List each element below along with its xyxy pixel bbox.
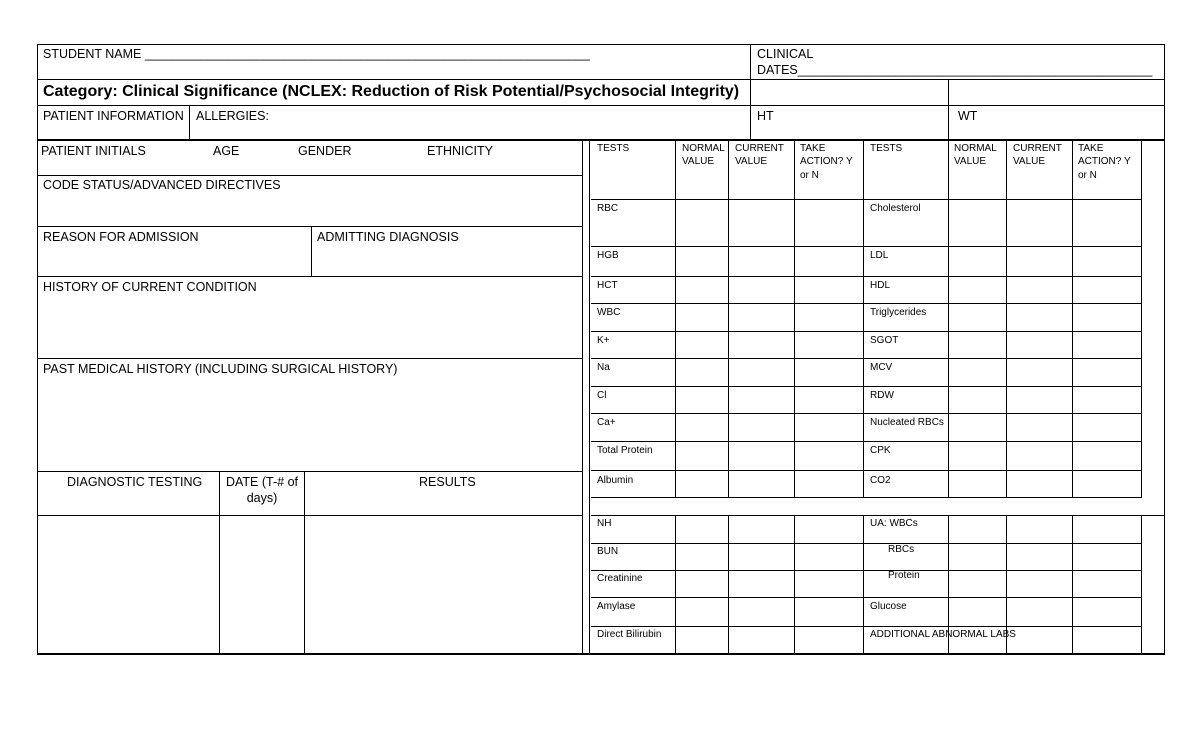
normal-header-left-2: VALUE [682,156,715,167]
lab-test-right: Glucose [870,601,907,612]
lab-row-line [591,543,1141,544]
lab-bottom-border [591,653,1164,655]
lab-col-line [728,515,729,654]
lab-test-left: NH [597,518,612,529]
admitting-diagnosis-label: ADMITTING DIAGNOSIS [317,230,459,244]
lab-col-line [1141,140,1142,498]
lab-col-line [1072,140,1073,498]
lab-row-line [591,386,1141,387]
take-action-header-left: TAKE [800,143,826,154]
take-action-header-right-3: or N [1078,170,1097,181]
take-action-header-left-2: ACTION? Y [800,156,853,167]
lab-row-line [591,276,1141,277]
lab-test-right: Cholesterol [870,203,921,214]
lab-test-right: Protein [888,570,920,581]
left-divider-history [37,276,582,277]
current-header-left: CURRENT [735,143,784,154]
lab-col-line [1006,140,1007,498]
ht-field[interactable]: HT [757,109,774,123]
normal-header-right: NORMAL [954,143,997,154]
results-label: RESULTS [419,475,476,489]
header-row-divider-1 [37,79,1165,80]
take-action-header-right-2: ACTION? Y [1078,156,1131,167]
current-header-left-2: VALUE [735,156,768,167]
ht-wt-divider [948,79,949,140]
lab-test-right: Nucleated RBCs [870,417,944,428]
lab-row-line [591,570,1141,571]
lab-test-left: Ca+ [597,417,616,428]
lab-row-line [591,497,1141,498]
lab-test-right: CO2 [870,475,891,486]
lab-test-left: Total Protein [597,445,653,456]
lab-test-left: Creatinine [597,573,643,584]
lab-test-left: RBC [597,203,619,214]
lab-section-divider [591,515,1164,516]
lab-test-left: K+ [597,335,610,346]
left-divider-reason [37,226,582,227]
lab-row-line [591,246,1141,247]
tests-header-right: TESTS [870,143,903,154]
lab-col-line [948,140,949,498]
lab-test-right: RBCs [888,544,915,555]
lab-row-line [591,597,1141,598]
date-label-line2: days) [246,491,278,505]
lab-test-left: Na [597,362,610,373]
lab-test-right: SGOT [870,335,899,346]
gender-label: GENDER [298,144,352,158]
lab-row-line [591,441,1141,442]
clinical-label: CLINICAL [757,47,814,61]
diagnostic-col-divider-2 [304,471,305,655]
header-col-divider [750,44,751,140]
lab-col-line [675,515,676,654]
take-action-header-left-3: or N [800,170,819,181]
student-name-field[interactable]: STUDENT NAME ________________________________________________________________ [43,47,590,61]
ethnicity-label: ETHNICITY [427,144,493,158]
lab-test-left: Amylase [597,601,636,612]
lab-test-left: Direct Bilirubin [597,629,662,640]
lab-row-line [591,626,1141,627]
lab-test-right: ADDITIONAL ABNORMAL LABS [870,629,1016,640]
lab-col-line [1072,515,1073,654]
outer-bottom-border [37,653,592,655]
lab-test-right: MCV [870,362,893,373]
lab-test-left: HGB [597,250,619,261]
lab-row-line [591,303,1141,304]
age-label: AGE [213,144,240,158]
history-current-label: HISTORY OF CURRENT CONDITION [43,280,257,294]
outer-top-border [37,44,1165,45]
current-header-right: CURRENT [1013,143,1062,154]
lab-col-line [863,140,864,498]
lab-test-right: LDL [870,250,889,261]
lab-test-right: CPK [870,445,891,456]
lab-test-left: Albumin [597,475,634,486]
lab-col-line [675,140,676,498]
past-medical-label: PAST MEDICAL HISTORY (INCLUDING SURGICAL HISTORY) [43,362,398,376]
lab-row-line [591,331,1141,332]
left-divider-past [37,358,582,359]
lab-col-line [728,140,729,498]
wt-field[interactable]: WT [958,109,978,123]
header-row-divider-2 [37,105,1165,106]
code-status-label: CODE STATUS/ADVANCED DIRECTIVES [43,178,281,192]
outer-left-border [37,44,38,655]
lab-row-line [591,413,1141,414]
reason-admit-divider [311,226,312,277]
diagnostic-testing-label: DIAGNOSTIC TESTING [67,475,203,489]
take-action-header-right: TAKE [1078,143,1104,154]
lab-col-line [794,515,795,654]
left-panel-right-border-inner [589,140,590,655]
patient-info-divider [189,105,190,140]
left-divider-diagnostic [37,471,582,472]
header-row-divider-3 [37,139,1165,141]
date-label-line1: DATE (T-# of [225,475,298,489]
left-divider-diagnostic-body [37,515,582,516]
allergies-field[interactable]: ALLERGIES: [196,109,269,123]
tests-header-left: TESTS [597,143,630,154]
lab-row-line [591,199,1141,200]
category-title: Category: Clinical Significance (NCLEX: Reduction of Risk Potential/Psychosocial Integrity) [43,83,740,100]
patient-initials-label: PATIENT INITIALS [41,144,146,158]
clinical-dates-field[interactable]: DATES___________________________________________________ [757,63,1153,77]
lab-col-line [1141,515,1142,654]
lab-row-line [591,358,1141,359]
outer-right-border [1164,44,1165,655]
lab-test-left: Cl [597,390,607,401]
left-panel-right-border [582,140,583,655]
lab-row-line [591,470,1141,471]
lab-test-right: UA: WBCs [870,518,918,529]
lab-test-left: BUN [597,546,619,557]
lab-test-right: Triglycerides [870,307,927,318]
lab-test-left: WBC [597,307,621,318]
lab-col-line [794,140,795,498]
lab-test-right: RDW [870,390,894,401]
normal-header-left: NORMAL [682,143,725,154]
lab-col-line [863,515,864,654]
left-divider-code [37,175,582,176]
lab-test-left: HCT [597,280,618,291]
lab-test-right: HDL [870,280,891,291]
patient-information-label: PATIENT INFORMATION [43,109,184,123]
reason-for-admission-label: REASON FOR ADMISSION [43,230,199,244]
normal-header-right-2: VALUE [954,156,987,167]
current-header-right-2: VALUE [1013,156,1046,167]
